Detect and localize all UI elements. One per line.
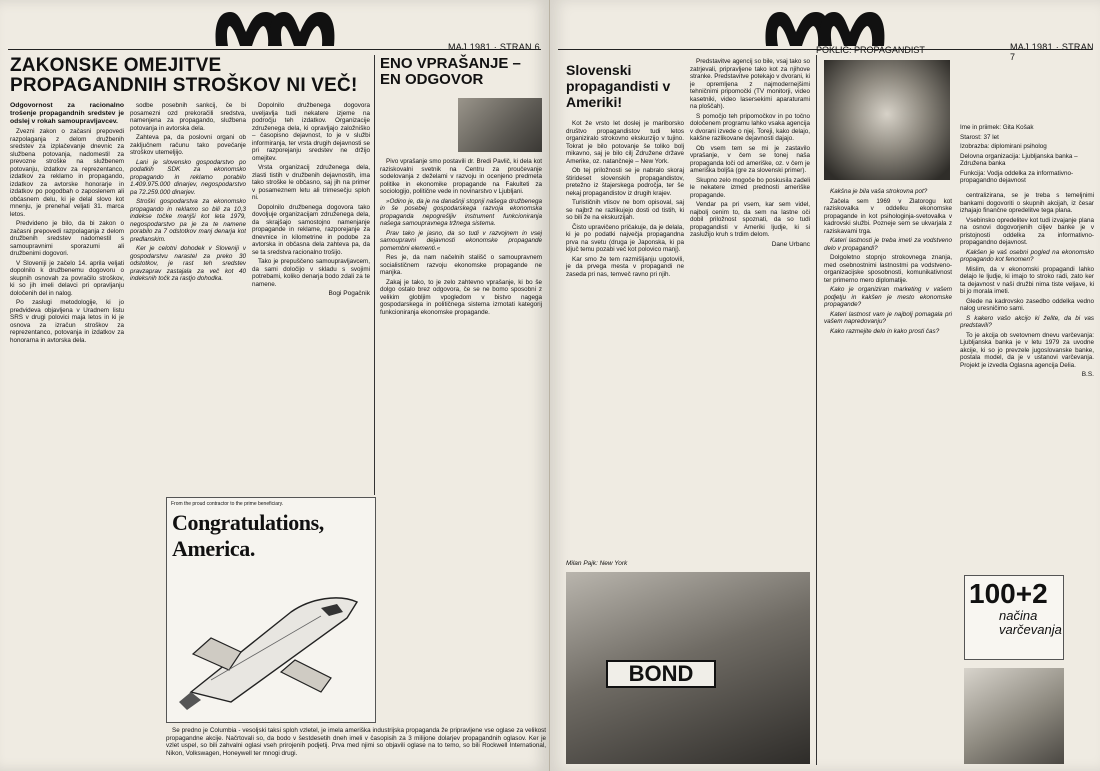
article-column-2 (690, 58, 810, 548)
column-divider (374, 55, 375, 495)
paragraph: Po zaslugi metodologije, ki jo predvideva objavljena v Uradnem listu SRS v drugi polovici maja letos in ki je osnova za izračun stroškov za reprezentanco, potovanja in izdatkov za honorarna in avtorska dela. (10, 299, 124, 344)
interview-column-2 (960, 192, 1094, 572)
answer: Mislim, da v ekonomski propagandi lahko delajo le ljudje, ki imajo to stroko radi, zato ker ta dejavnost v naši družbi nima tiste veljave, ki bi jo morala imeti. (960, 265, 1094, 295)
piggy-bank-photo (964, 668, 1064, 764)
answer: To je akcija ob svetovnem dnevu varčevanja: Ljubljanska banka je v letu 1979 za uvodne akcije, ki so jo prevzele jugoslovanske banke, postala model, da je v ustanovi varčevanja. Projekt je izvedla Oglasna agencija Delia. (960, 331, 1094, 369)
bottom-column (166, 727, 546, 767)
paragraph: sodbe posebnih sankcij, če bi posamezni ozd prekoračili sredstva, namenjena za propagando, službena potovanja in avtorska dela. (130, 102, 246, 132)
profile-line: Funkcija: Vodja oddelka za informativno-propagandno dejavnost (960, 169, 1074, 184)
left-masthead (0, 6, 549, 52)
paragraph: Pivo vprašanje smo postavili dr. Bredi Pavlič, ki dela kot raziskovalni svetnik na Centru za proučevanje sodelovanja z deželami v razvoju in ocenjeno predmeta politike in ekonomike propagande na Fakulteti za sociologijo, politične vede in novinarstvo v Ljubljani. (380, 158, 542, 195)
answer: Glede na kadrovsko zasedbo oddelka vedno nalog uresničimo sami. (960, 297, 1094, 312)
paragraph: Predvideno je bilo, da bi zakon o začasni prepovedi razpolaganja z delom družbenih sredstev nadomestil s samoupravnimi sporazumi ali družbenimi dogovori. (10, 220, 124, 257)
question: Kakšna je bila vaša strokovna pot? (830, 188, 928, 195)
paragraph: »Odino je, da je na današnji stopnji našega družbenega in še posebej gospodarskega razvoja ekonomska propaganda nepogrešljiv instrument funkcioniranja našega samoupravnega tržnega sistema. (380, 197, 542, 227)
paragraph: Stroški gospodarstva za ekonomsko propagando in reklamo so bili za 10,3 indekse točke manjši kot leta 1979, negospodarstvo pa je za te namene porabilo za 7 odstotkov manj denarja kot predlanskim. (130, 198, 246, 243)
paragraph: V Sloveniji je začelo 14. aprila veljati dopolnilo k družbenemu dogovoru o skupnih osnovah za povračilo stroškov, ki so jih imeli delavci pri opravljanju določenih del in nalog. (10, 259, 124, 297)
savings-campaign-box (964, 575, 1064, 660)
author-signature: B.S. (1081, 371, 1094, 378)
question: Kateri lastnost vam je najbolj pomagala pri vašem napredovanju? (824, 310, 952, 325)
article-headline: Slovenski propagandisti v Ameriki! (566, 62, 671, 110)
mm-logo-icon (758, 6, 888, 50)
question: Kateri lastnosti je treba imeti za vodstveno delo v propagandi? (824, 237, 952, 252)
profile-line: Delovna organizacija: Ljubljanska banka – Združena banka (960, 152, 1078, 167)
mm-logo (758, 6, 888, 50)
paragraph: Zahteva pa, da poslovni organi ob zaključnem računu tako povečanje stroškov utemeljijo. (130, 134, 246, 156)
paragraph: Lani je slovensko gospodarstvo po podatkih SDK za ekonomsko propagando in reklamo porabilo 1.409.975.000 dinarjev, negospodarstvo pa 72.259.000 dinarjev. (130, 158, 246, 196)
paragraph: Ker je celotni dohodek v Sloveniji v gospodarstvu narastel za preko 30 odstotkov, je rast teh sredstev pravzaprav zastajala za več kot 40 indeksnih točk za rastjo dohodka. (130, 245, 246, 282)
paragraph: Predstavitve agencij so bile, vsaj tako so zatrjevali, pripravljene tako kot za njihove stranke. Predstavitve potekajo v dvorani, ki je opremljena z najmodernejšimi tehničnimi pripomočki (TV monitorji, video kasetniki, video lasersekimi aparaturami na ploščah). (690, 58, 810, 110)
author-signature: Dane Urbanc (771, 240, 810, 248)
paragraph: Vendar pa pri vsem, kar sem videl, najbolj cenim to, da sem na lastne oči dobil priložnost spoznati, da so tudi propagandisti v Ameriki ljudje, ki si zaslužijo kruh s trdim delom. (690, 201, 810, 238)
gita-kosak-portrait (824, 60, 950, 180)
paragraph: Kar smo že tem razmišljanju ugotovili, je da prvega mesta v propagandi ne zaseda pri nas, temveč ravno pri njih. (566, 255, 684, 278)
header-rule (8, 49, 541, 50)
answer: Začela sem 1969 v Zlatorogu kot raziskovalka v oddelku ekonomske propagande in kot psihologinja-svetovalka v kadrovski službi. Pozneje sem se ukvarjala z raziskavami trga. (824, 197, 952, 235)
profile-line: Starost: 37 let (960, 133, 999, 141)
paragraph: Kot že vrsto let doslej je mariborsko društvo propagandistov tudi letos organiziralo strokovno ekskurzijo v tujino. Tokrat je bilo potovanje še toliko bolj mikavno, saj je bilo cilj Združene države Amerike, oz. natančneje – New York. (566, 120, 684, 165)
profile-box (960, 124, 1094, 188)
paragraph: Ob vsem tem se mi je zastavilo vprašanje, v čem se tonej naša propaganda loči od ameriške, oz. v čem je ameriška boljša (gre za slovenski primer). (690, 144, 810, 174)
main-headline: ZAKONSKE OMEJITVE PROPAGANDNIH STROŠKOV NI VEČ! (10, 55, 358, 96)
space-shuttle-icon (171, 542, 371, 718)
author-signature: Bogi Pogačnik (328, 290, 370, 297)
sidebar-headline: ENO VPRAŠANJE – EN ODGOVOR (380, 55, 521, 88)
paragraph: Ob tej priložnosti se je nabralo skoraj štirideset slovenskih propagandistov, pretežno iz štajerskega področja, ter še nekaj propagandistov iz drugih krajev. (566, 167, 684, 197)
paragraph: Tako je prepuščeno samoupravljavcem, da sami določijo v skladu s svojimi potrebami, koliko denarja bodo zdali za te namene. (252, 258, 370, 288)
paragraph: S pomočjo teh pripomočkov in po točno določenem programu lahko vsaka agencija v dvorani izvede o njej. Toreji, kako delajo, kakšne razlikovane dejavnosti dajajo. (690, 112, 810, 142)
photo-caption: Milan Pajk: New York (566, 560, 628, 567)
paragraph: Prav tako je jasno, da so tudi v razvojnem in vsej samoupravni dejavnosti ekonomske propagande pomembni elementi.« (380, 229, 542, 252)
campaign-label: načina varčevanja (999, 608, 1062, 637)
portrait-photo (458, 98, 542, 152)
sidebar-column (380, 158, 542, 494)
paragraph: Čisto upravičeno pričakuje, da je delala, ki je po podatki največja propagandna prva na svetu (druga je Japonska, ki pa ključ temu pozabi več kot polovico manj). (566, 223, 684, 253)
article-column-1 (10, 102, 124, 764)
mm-logo-icon (208, 6, 338, 50)
paragraph: Vrsta organizacij združenega dela, zlasti tistih v družbenih dejavnostih, ima tako stroške le občasno, saj jih na primer v posameznem letu ali trimesečju sploh ni. (252, 164, 370, 201)
paragraph: Dopolnilo družbenega dogovora uveljavlja tudi nekatere izjeme na področju teh izdatkov. Organizacije združenega dela, ki opravljajo založniško – časopisno dejavnost, to je v službi informiranja, ter vrsta drugih dejavnosti se pri razporejanju sredstev ne držijo omejitev. (252, 102, 370, 162)
question: Kako razmejite delo in kako prosti čas? (830, 327, 940, 335)
paragraph: Skupno zelo mogoče bo poskusila zadeli le nekatere izmed prednosti ameriške propagande. (690, 176, 810, 199)
page-label: MAJ 1981 · STRAN 6 (448, 42, 540, 52)
ad-kicker: From the proud contractor to the prime beneficiary. (171, 501, 284, 507)
answer: centralizirana, se je treba s temeljnimi bankami dogovoriti o skupnih akcijah, iz česar izhajajo finančne opredelitve tega plana. (960, 192, 1094, 214)
bond-sign: BOND (606, 660, 716, 688)
paragraph: Dopolnilo družbenega dogovora tako dovoljuje organizacijam združenega dela, da skrajšajo samostojno namenjanje propagande in reklame, razporejanje za dnevnice in kilometrine in podobe za avtorska in občasna dela zahteva pa, da se ta sredstva racionalno trošijo. (252, 203, 370, 256)
answer: Dolgoletno stopnjo strokovnega znanja, med osebnostnimi lastnostmi pa vodstveno-organizacijske sposobnosti, komunikativnost ter primerno mero diplomatije. (824, 254, 952, 284)
question: Kako je organiziran marketing v vašem podjetju in kakšen je mesto ekonomske propagande? (824, 286, 952, 308)
page-label: MAJ 1981 · STRAN 7 (1010, 42, 1094, 62)
article-column-3 (252, 102, 370, 492)
question: S kakero vašo akcijo ki želite, da bi vas predstavili? (960, 314, 1094, 329)
paragraph: Se predno je Columbia - vesoljski taksi sploh vzletel, je imela ameriška industrijska propaganda že pripravljene vse oglase za velikost propagandne akcije. Načrtovali so, da bodo v šestdesetih dneh imeli v časopisih za 3 milijone dolarjev propagandnih oglasov. Ker je vzlet uspel, so bili zahvalni oglasi vseh prirojenih podjetij. Prva med njimi so objavili oglase na to temo, so bili Rockwell International, Nikon, Volkswagen, Honeywell ter mnogi drugi. (166, 727, 546, 757)
article-column-1 (566, 120, 684, 532)
article-column-2 (130, 102, 246, 492)
mm-logo (208, 6, 338, 50)
answer: Vsebinsko opredelitev kot tudi izvajanje plana na osnovi dogovorjenih ciljev banke je v pristojnosti oddelka za informativno-propagandno dejavnost. (960, 216, 1094, 246)
campaign-number: 100+2 (969, 578, 1048, 609)
column-divider (816, 55, 817, 765)
profile-line: Ime in priimek: Gita Košak (960, 124, 1034, 131)
ad-slogan: Congratulations, America. (172, 510, 324, 561)
article-lead: Odgovornost za racionalno trošenje propagandnih sredstev je odslej v rokah samoupravljavcev. (10, 102, 124, 125)
new-york-photo (566, 572, 810, 764)
question: Kakšen je vaš osebni pogled na ekonomsko propagando kot fenomen? (960, 248, 1094, 263)
paragraph: Zakaj je tako, to je zelo zahtevno vprašanje, ki bo še dolgo ostalo brez odgovora, če se ne bomo sposobni z velikim globljim vpogledom v bistvo nagega gospodarskega in političnega sistema izmotati kategorij funkcioniranja ekonomske propagande. (380, 278, 542, 316)
shuttle-advertisement (166, 497, 376, 723)
paragraph: Zvezni zakon o začasni prepovedi razpolaganja z delom družbenih sredstev za izplačevanje dnevnic za službena potovanja, nadomestil za prevozne stroške na službenem potovanju, izdatkov za reprezentanco, izdatkov za reklamo in propagando, izdatkov za avtorske honorarje in izdatkov po pogodbah o zaposlenem ali občasnem delu, ki je delal slovo kot mnenju, je prenehal veljati 31. marca letos. (10, 128, 124, 218)
right-page (550, 0, 1100, 771)
section-label: POKLIC: PROPAGANDIST (816, 45, 925, 55)
profile-line: Izobrazba: diplomirani psiholog (960, 143, 1047, 150)
paragraph: Turističnih vtisov ne bom opisoval, saj se najbrž ne razlikujejo dosti od tistih, ki so bili že na ekskurzijah. (566, 199, 684, 221)
paragraph: Res je, da nam načelnih stališč o samoupravnem socialističnem razvoju ekonomske propagande ne manjka. (380, 254, 542, 276)
interview-column-1 (824, 188, 952, 764)
